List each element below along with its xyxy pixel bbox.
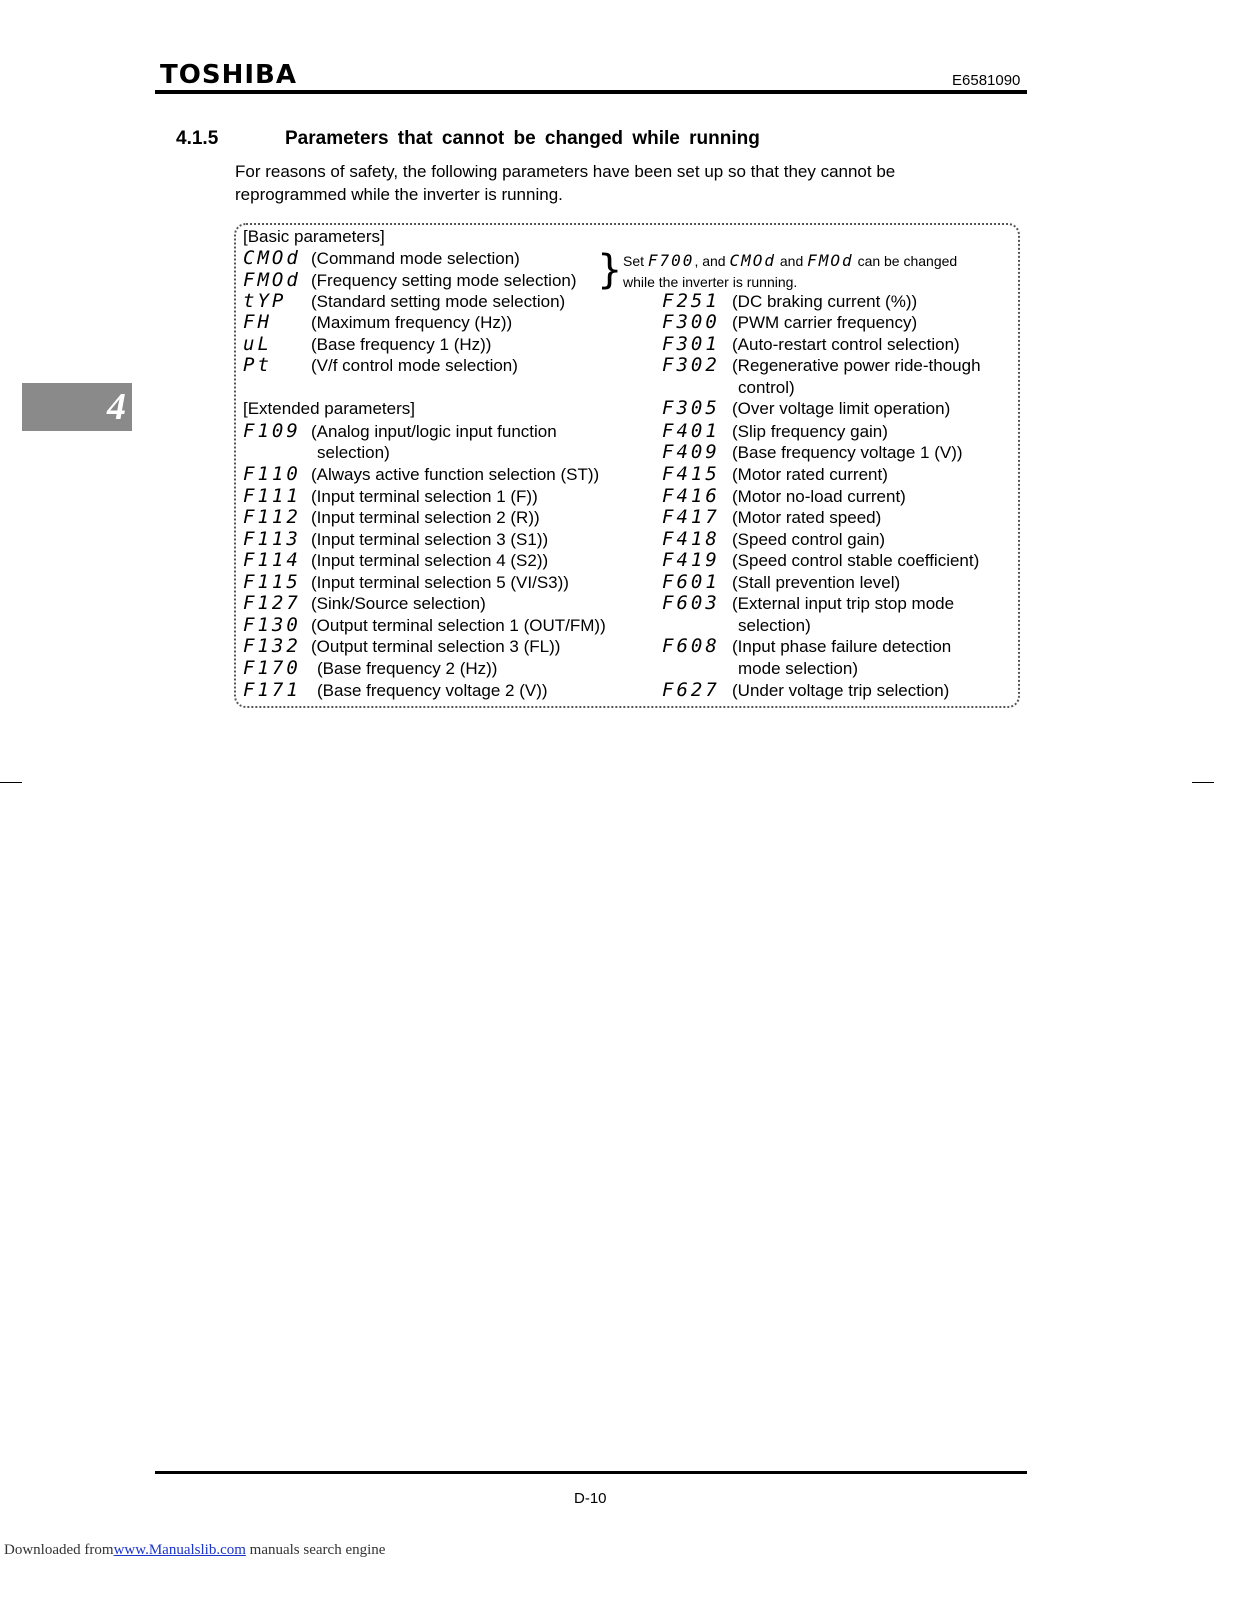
section-title: Parameters that cannot be changed while running bbox=[285, 128, 760, 149]
param-desc: (Base frequency voltage 1 (V)) bbox=[732, 443, 963, 462]
chapter-tab bbox=[22, 383, 132, 431]
param-desc: (DC braking current (%)) bbox=[732, 292, 918, 311]
param-code: Pt bbox=[243, 354, 272, 376]
param-code: F110 bbox=[243, 463, 301, 485]
param-desc: (Input terminal selection 4 (S2)) bbox=[311, 551, 549, 570]
param-desc: (Motor rated speed) bbox=[732, 508, 882, 527]
param-code: F300 bbox=[662, 311, 720, 333]
param-desc-cont: control) bbox=[738, 378, 795, 397]
param-code: F603 bbox=[662, 592, 720, 614]
param-code: F415 bbox=[662, 463, 720, 485]
section-number: 4.1.5 bbox=[176, 128, 219, 149]
note-code-f700: F700 bbox=[647, 251, 695, 270]
param-desc: (Input terminal selection 1 (F)) bbox=[311, 487, 538, 506]
param-code: F417 bbox=[662, 506, 720, 528]
param-desc: (Command mode selection) bbox=[311, 249, 520, 268]
param-code: F418 bbox=[662, 528, 720, 550]
param-desc: (Base frequency 1 (Hz)) bbox=[311, 335, 492, 354]
param-desc: (Speed control stable coefficient) bbox=[732, 551, 980, 570]
param-desc-cont: selection) bbox=[738, 616, 811, 635]
param-desc: (Input terminal selection 5 (VI/S3)) bbox=[311, 573, 569, 592]
param-code: CMOd bbox=[243, 247, 301, 269]
param-desc: (Output terminal selection 1 (OUT/FM)) bbox=[311, 616, 606, 635]
param-code: F130 bbox=[243, 614, 301, 636]
param-desc: (Motor no-load current) bbox=[732, 487, 906, 506]
param-desc: (Base frequency voltage 2 (V)) bbox=[317, 681, 548, 700]
param-code: F608 bbox=[662, 635, 720, 657]
param-code: F127 bbox=[243, 592, 301, 614]
param-desc: (PWM carrier frequency) bbox=[732, 313, 918, 332]
note-line-1 bbox=[623, 251, 957, 271]
chapter-number: 4 bbox=[107, 386, 126, 428]
param-desc: (Input phase failure detection bbox=[732, 637, 952, 656]
param-desc: (Sink/Source selection) bbox=[311, 594, 486, 613]
param-desc: (Slip frequency gain) bbox=[732, 422, 888, 441]
param-code: F114 bbox=[243, 549, 301, 571]
param-code: F416 bbox=[662, 485, 720, 507]
header-rule bbox=[155, 90, 1027, 94]
intro-paragraph: For reasons of safety, the following parameters have been set up so that they cannot be reprogrammed while the inverter is running. bbox=[235, 162, 896, 204]
basic-heading: [Basic parameters] bbox=[243, 227, 385, 246]
download-footer bbox=[4, 1542, 385, 1559]
param-code: F401 bbox=[662, 420, 720, 442]
note-and-1: , and bbox=[694, 253, 726, 269]
manualslib-link[interactable]: www.Manualslib.com bbox=[113, 1542, 246, 1558]
document-number: E6581090 bbox=[952, 72, 1021, 89]
param-desc: (Motor rated current) bbox=[732, 465, 888, 484]
param-code: F301 bbox=[662, 333, 720, 355]
param-code: F111 bbox=[243, 485, 301, 507]
param-code: F170 bbox=[243, 657, 301, 679]
param-desc: (Over voltage limit operation) bbox=[732, 399, 951, 418]
param-code: uL bbox=[243, 333, 272, 355]
param-code: FMOd bbox=[243, 269, 301, 291]
param-code: F112 bbox=[243, 506, 301, 528]
footer-rule bbox=[155, 1471, 1027, 1474]
param-desc: (External input trip stop mode bbox=[732, 594, 955, 613]
param-desc: (Frequency setting mode selection) bbox=[311, 271, 577, 290]
param-code: F305 bbox=[662, 397, 720, 419]
param-desc: (Standard setting mode selection) bbox=[311, 292, 566, 311]
param-desc: (Output terminal selection 3 (FL)) bbox=[311, 637, 561, 656]
brand-logo: TOSHIBA bbox=[160, 60, 297, 90]
param-code: F627 bbox=[662, 679, 720, 701]
param-desc: (Speed control gain) bbox=[732, 530, 886, 549]
note-code-fmod: FMOd bbox=[807, 251, 854, 270]
param-code: F251 bbox=[662, 290, 720, 312]
param-code: F601 bbox=[662, 571, 720, 593]
param-code: F171 bbox=[243, 679, 301, 701]
param-code: F409 bbox=[662, 441, 720, 463]
param-code: F419 bbox=[662, 549, 720, 571]
param-desc: (Base frequency 2 (Hz)) bbox=[317, 659, 498, 678]
brace-icon: } bbox=[597, 247, 623, 293]
param-desc: (Under voltage trip selection) bbox=[732, 681, 950, 700]
param-desc-cont: selection) bbox=[317, 443, 390, 462]
note-line-2: while the inverter is running. bbox=[623, 274, 798, 290]
param-code: F113 bbox=[243, 528, 301, 550]
param-desc-cont: mode selection) bbox=[738, 659, 859, 678]
note-tail: can be changed bbox=[857, 253, 958, 269]
note-set: Set bbox=[623, 253, 645, 269]
param-desc: (Regenerative power ride-though bbox=[732, 356, 981, 375]
param-desc: (Auto-restart control selection) bbox=[732, 335, 960, 354]
extended-heading: [Extended parameters] bbox=[243, 399, 415, 418]
param-code: tYP bbox=[243, 290, 287, 312]
param-code: F109 bbox=[243, 420, 301, 442]
footer-tail: manuals search engine bbox=[245, 1542, 386, 1558]
param-desc: (Input terminal selection 2 (R)) bbox=[311, 508, 540, 527]
param-code: F302 bbox=[662, 354, 720, 376]
page-number: D-10 bbox=[574, 1490, 607, 1507]
note-and-2: and bbox=[779, 253, 804, 269]
param-desc: (Always active function selection (ST)) bbox=[311, 465, 600, 484]
param-desc: (Maximum frequency (Hz)) bbox=[311, 313, 513, 332]
param-code: F115 bbox=[243, 571, 301, 593]
margin-tick-right bbox=[1192, 782, 1214, 783]
param-code: FH bbox=[243, 311, 272, 333]
param-desc: (Input terminal selection 3 (S1)) bbox=[311, 530, 549, 549]
param-desc: (Analog input/logic input function bbox=[311, 422, 557, 441]
param-code: F132 bbox=[243, 635, 301, 657]
footer-downloaded: Downloaded from bbox=[4, 1542, 114, 1558]
param-desc: (Stall prevention level) bbox=[732, 573, 901, 592]
margin-tick-left bbox=[0, 782, 22, 783]
note-code-cmod: CMOd bbox=[729, 251, 776, 270]
param-desc: (V/f control mode selection) bbox=[311, 356, 518, 375]
